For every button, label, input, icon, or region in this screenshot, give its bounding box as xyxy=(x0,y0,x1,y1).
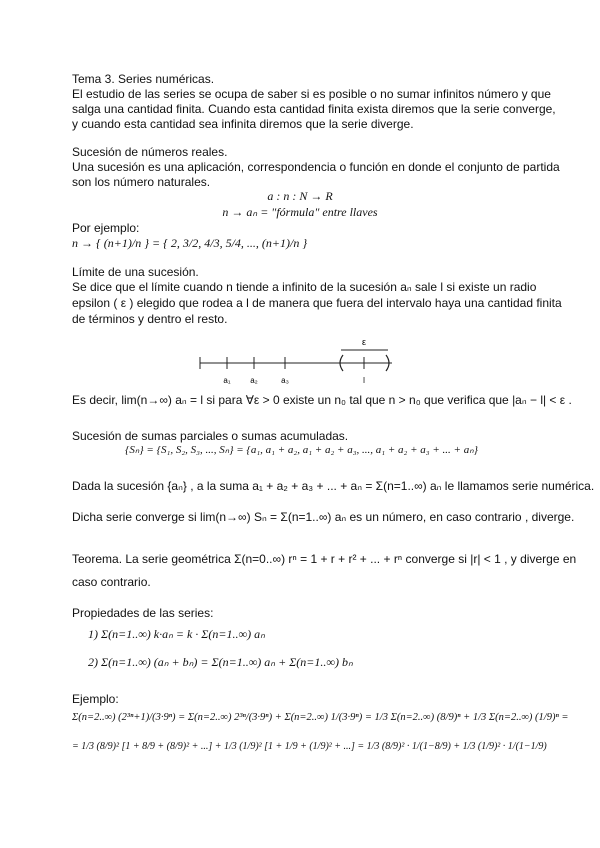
converge-definition-line: Dicha serie converge si lim(n→∞) Sₙ = Σ(n=1..∞) aₙ es un número, en caso contrario , diverge. xyxy=(72,510,575,524)
intro-line: salga una cantidad finita. Cuando esta cantidad finita exista diremos que la serie converge, xyxy=(72,102,556,116)
formula-general-term: n → aₙ = "fórmula" entre llaves xyxy=(222,205,378,219)
example-formula: n → { (n+1)/n } = { 2, 3/2, 4/3, 5/4, ..., (n+1)/n } xyxy=(72,236,308,250)
property-item: 1) Σ(n=1..∞) k·aₙ = k · Σ(n=1..∞) aₙ xyxy=(88,627,265,641)
limite-line: de términos y dentro el resto. xyxy=(72,312,228,326)
limite-line: epsilon ( ε ) elegido que rodea a l de manera que fuera del intervalo haya una cantidad finita xyxy=(72,296,562,310)
point-label-l: l xyxy=(363,376,365,385)
example-series-line: = 1/3 (8/9)² [1 + 8/9 + (8/9)² + ...] + 1/3 (1/9)² [1 + 1/9 + (1/9)² + ...] = 1/3 (8/9)² · 1/(1−8/9) + 1/3 (1/9)² · 1/(1−1/9) xyxy=(72,741,547,752)
formula-function: a : n : N → R xyxy=(267,189,333,203)
section-title-propiedades: Propiedades de las series: xyxy=(72,606,214,620)
section-title-sumas: Sucesión de sumas parciales o sumas acumuladas. xyxy=(72,429,349,443)
partial-sums-formula: {Sₙ} = {S₁, S₂, S₃, ..., Sₙ} = {a₁, a₁ + a₂, a₁ + a₂ + a₃, ..., a₁ + a₂ + a₃ + ... + aₙ} xyxy=(125,444,478,456)
intro-line: El estudio de las series se ocupa de saber si es posible o no sumar infinitos número y que xyxy=(72,87,551,101)
sucesion-line: son los número naturales. xyxy=(72,175,211,189)
section-title-sucesion: Sucesión de números reales. xyxy=(72,145,228,159)
point-label-a3: a₃ xyxy=(281,376,289,385)
limite-line: Se dice que el límite cuando n tiende a infinito de la sucesión aₙ sale l si existe un radio xyxy=(72,280,537,294)
epsilon-label: ε xyxy=(361,337,367,347)
point-label-a2: a₂ xyxy=(250,376,258,385)
serie-definition-line: Dada la sucesión {aₙ} , a la suma a₁ + a₂ + a₃ + ... + aₙ = Σ(n=1..∞) aₙ le llamamos serie numérica. xyxy=(72,479,595,493)
sucesion-line: Una sucesión es una aplicación, correspondencia o función en donde el conjunto de partida xyxy=(72,160,560,174)
es-decir-line: Es decir, lim(n→∞) aₙ = l si para ∀ε > 0 existe un n₀ tal que n > n₀ que verifica que |aₙ − l| < ε . xyxy=(72,393,572,407)
page-heading: Tema 3. Series numéricas. xyxy=(72,72,215,86)
section-title-limite: Límite de una sucesión. xyxy=(72,265,199,279)
property-item: 2) Σ(n=1..∞) (aₙ + bₙ) = Σ(n=1..∞) aₙ + Σ(n=1..∞) bₙ xyxy=(88,655,353,669)
example-series-line: Σ(n=2..∞) (2³ⁿ+1)/(3·9ⁿ) = Σ(n=2..∞) 2³ⁿ/(3·9ⁿ) + Σ(n=2..∞) 1/(3·9ⁿ) = 1/3 Σ(n=2..∞) (8/9)ⁿ + 1/3 Σ(n=2..∞) (1/9)ⁿ = xyxy=(72,712,569,723)
example-label: Por ejemplo: xyxy=(72,221,140,235)
section-title-ejemplo: Ejemplo: xyxy=(72,692,119,706)
intro-line: y cuando esta cantidad sea infinita diremos que la serie diverge. xyxy=(72,117,414,131)
teorema-line: Teorema. La serie geométrica Σ(n=0..∞) rⁿ = 1 + r + r² + ... + rⁿ converge si |r| < 1 , y diverge en xyxy=(72,552,577,566)
point-label-a1: a₁ xyxy=(223,376,231,385)
epsilon-interval-diagram xyxy=(0,335,600,395)
teorema-line: caso contrario. xyxy=(72,575,151,589)
